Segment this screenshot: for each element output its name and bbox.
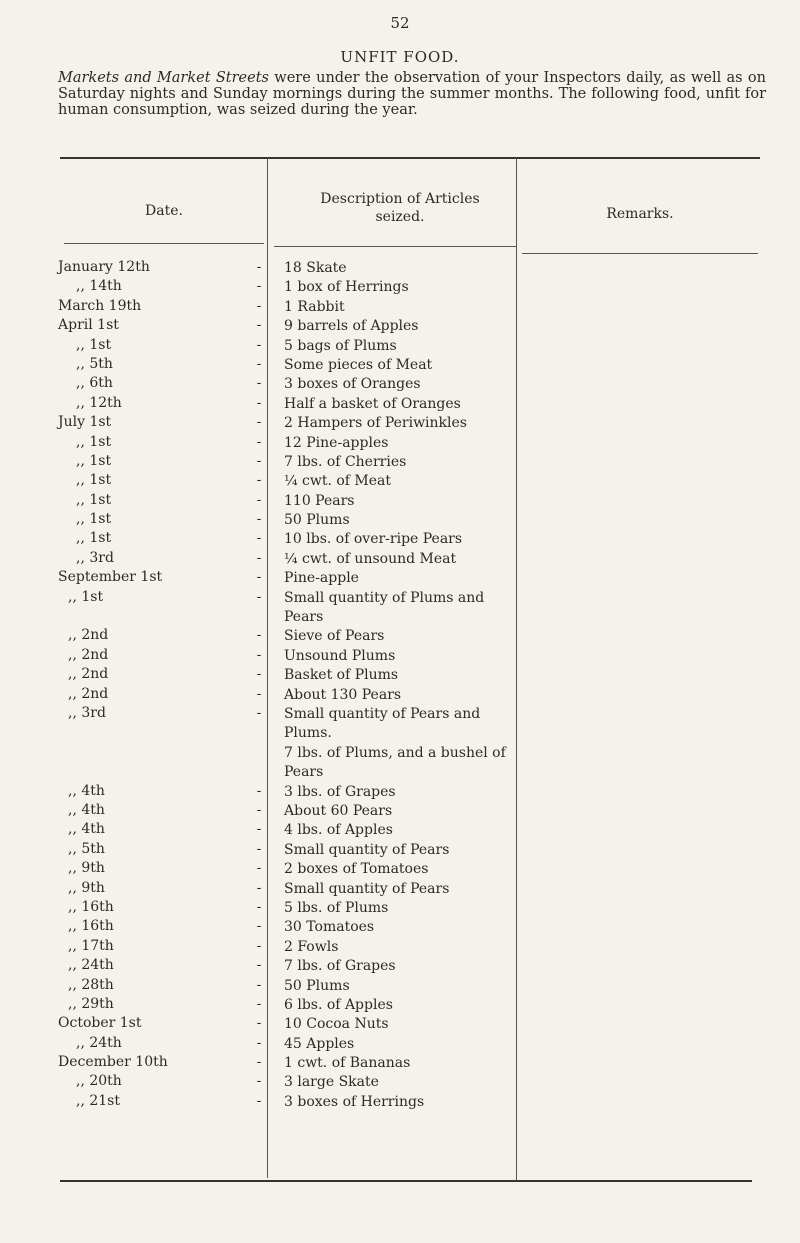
header-remarks: Remarks. bbox=[606, 206, 674, 222]
row-description: 110 Pears bbox=[284, 492, 355, 509]
table-row bbox=[58, 453, 528, 472]
row-description: 3 large Skate bbox=[284, 1074, 379, 1091]
table-row bbox=[58, 589, 528, 628]
table-row bbox=[58, 880, 528, 899]
row-date: ,, 21st bbox=[76, 1092, 120, 1109]
row-description: 2 Hampers of Periwinkles bbox=[284, 415, 467, 432]
table-row bbox=[58, 550, 528, 569]
table-row bbox=[58, 647, 528, 666]
leader-dash: - bbox=[256, 666, 262, 683]
table-row bbox=[58, 841, 528, 860]
row-date: ,, 2nd bbox=[68, 685, 109, 702]
table-row bbox=[58, 259, 528, 278]
leader-dash: - bbox=[256, 782, 262, 799]
row-description: 50 Plums bbox=[284, 977, 350, 994]
row-date: ,, 1st bbox=[76, 336, 112, 353]
row-description: Small quantity of Pears and Plums. bbox=[284, 706, 481, 741]
leader-dash: - bbox=[256, 976, 262, 993]
row-date: ,, 3rd bbox=[76, 549, 114, 566]
leader-dash: - bbox=[256, 1092, 262, 1109]
leader-dash: - bbox=[256, 685, 262, 702]
row-date: ,, 24th bbox=[76, 1034, 122, 1051]
table-row bbox=[58, 317, 528, 336]
header-description: Description of Articles seized. bbox=[320, 191, 480, 225]
row-date: ,, 1st bbox=[76, 472, 112, 489]
leader-dash: - bbox=[256, 278, 262, 295]
row-date: ,, 2nd bbox=[68, 646, 109, 663]
row-date: ,, 16th bbox=[68, 918, 114, 935]
leader-dash: - bbox=[256, 860, 262, 877]
row-description: Sieve of Pears bbox=[284, 628, 385, 645]
row-description: 12 Pine-apples bbox=[284, 434, 389, 451]
row-date: ,, 17th bbox=[68, 937, 114, 954]
leader-dash: - bbox=[256, 414, 262, 431]
leader-dash: - bbox=[256, 588, 262, 605]
leader-dash: - bbox=[256, 297, 262, 314]
row-date: ,, 29th bbox=[68, 995, 114, 1012]
row-date: ,, 1st bbox=[76, 491, 112, 508]
leader-dash: - bbox=[256, 1015, 262, 1032]
row-description: About 60 Pears bbox=[284, 802, 393, 819]
row-date: ,, 6th bbox=[76, 375, 113, 392]
leader-dash: - bbox=[256, 705, 262, 721]
leader-dash: - bbox=[256, 627, 262, 644]
row-date: ,, 3rd bbox=[68, 705, 106, 721]
table-row bbox=[58, 278, 528, 297]
page-title: UNFIT FOOD. bbox=[340, 48, 460, 66]
row-date: September 1st bbox=[58, 569, 163, 586]
leader-dash: - bbox=[256, 317, 262, 334]
row-description: 10 Cocoa Nuts bbox=[284, 1016, 389, 1033]
row-date: ,, 24th bbox=[68, 957, 114, 974]
row-description: About 130 Pears bbox=[284, 686, 402, 703]
table-row bbox=[58, 627, 528, 646]
table-row bbox=[58, 1015, 528, 1034]
row-date: ,, 4th bbox=[68, 782, 105, 799]
leader-dash: - bbox=[256, 355, 262, 372]
leader-dash: - bbox=[256, 259, 262, 275]
row-description: Half a basket of Oranges bbox=[284, 395, 461, 412]
row-date: ,, 12th bbox=[76, 394, 122, 411]
leader-dash: - bbox=[256, 472, 262, 489]
row-description: 45 Apples bbox=[284, 1035, 355, 1052]
row-description: 5 bags of Plums bbox=[284, 337, 397, 354]
row-date: ,, 20th bbox=[76, 1073, 122, 1090]
leader-dash: - bbox=[256, 336, 262, 353]
row-description: Some pieces of Meat bbox=[284, 356, 433, 373]
table-row bbox=[58, 1035, 528, 1054]
leader-dash: - bbox=[256, 918, 262, 935]
table-row bbox=[58, 1054, 528, 1073]
row-description: 7 lbs. of Cherries bbox=[284, 453, 407, 470]
row-date: July 1st bbox=[58, 414, 112, 431]
row-date: ,, 5th bbox=[76, 355, 113, 372]
row-description: ¼ cwt. of Meat bbox=[284, 473, 392, 490]
row-description: 10 lbs. of over-ripe Pears bbox=[284, 531, 463, 548]
table-row bbox=[58, 977, 528, 996]
row-date: ,, 14th bbox=[76, 278, 122, 295]
table-row bbox=[58, 666, 528, 685]
row-description: Pine-apple bbox=[284, 570, 359, 587]
row-date: ,, 9th bbox=[68, 879, 105, 896]
table-row bbox=[58, 434, 528, 453]
row-description: 1 cwt. of Bananas bbox=[284, 1055, 411, 1072]
table-row bbox=[58, 414, 528, 433]
leader-dash: - bbox=[256, 491, 262, 508]
leader-dash: - bbox=[256, 879, 262, 896]
row-description: 2 Fowls bbox=[284, 938, 339, 955]
table-row bbox=[58, 492, 528, 511]
table-row bbox=[58, 996, 528, 1015]
leader-dash: - bbox=[256, 452, 262, 469]
leader-dash: - bbox=[256, 375, 262, 392]
row-description: 4 lbs. of Apples bbox=[284, 822, 393, 839]
leader-dash: - bbox=[256, 1073, 262, 1090]
row-description: 1 Rabbit bbox=[284, 298, 345, 315]
row-date: ,, 1st bbox=[76, 452, 112, 469]
intro-text: were under the observation of your Inspectors daily, as well as on Saturday nights and Sunday mornings during the summer months. The following food, unfit for human consumption, was seized during the year. bbox=[58, 70, 766, 118]
row-description: 3 boxes of Herrings bbox=[284, 1093, 425, 1110]
row-date: ,, 1st bbox=[76, 511, 112, 528]
leader-dash: - bbox=[256, 957, 262, 974]
row-description: 1 box of Herrings bbox=[284, 279, 409, 296]
row-description: 3 lbs. of Grapes bbox=[284, 783, 396, 800]
leader-dash: - bbox=[256, 995, 262, 1012]
table-row bbox=[58, 375, 528, 394]
row-description: Small quantity of Pears bbox=[284, 880, 450, 897]
seizure-rows bbox=[58, 259, 528, 1112]
row-date: October 1st bbox=[58, 1015, 142, 1032]
row-date: ,, 5th bbox=[68, 840, 105, 857]
table-row bbox=[58, 705, 528, 744]
row-description: Small quantity of Plums and Pears bbox=[284, 589, 485, 625]
row-description: ¼ cwt. of unsound Meat bbox=[284, 550, 457, 567]
table-row bbox=[58, 899, 528, 918]
row-date: ,, 2nd bbox=[68, 666, 109, 683]
table-row bbox=[58, 569, 528, 588]
table-row bbox=[58, 957, 528, 976]
table-top-rule bbox=[60, 157, 760, 159]
row-date: ,, 9th bbox=[68, 860, 105, 877]
table-row bbox=[58, 783, 528, 802]
table-row bbox=[58, 918, 528, 937]
row-date: ,, 1st bbox=[76, 530, 112, 547]
row-date: ,, 1st bbox=[68, 588, 104, 605]
desc-header-underline bbox=[274, 246, 516, 247]
leader-dash: - bbox=[256, 937, 262, 954]
table-row bbox=[58, 686, 528, 705]
row-date: ,, 4th bbox=[68, 821, 105, 838]
row-date: January 12th bbox=[58, 259, 150, 275]
leader-dash: - bbox=[256, 569, 262, 586]
row-date: ,, 1st bbox=[76, 433, 112, 450]
table-row bbox=[58, 472, 528, 491]
table-row bbox=[58, 395, 528, 414]
row-description: 9 barrels of Apples bbox=[284, 318, 419, 335]
row-description: 50 Plums bbox=[284, 512, 350, 529]
table-row bbox=[58, 821, 528, 840]
row-description: 7 lbs. of Plums, and a bushel of Pears bbox=[284, 744, 506, 780]
date-header-underline bbox=[64, 243, 264, 244]
row-date: March 19th bbox=[58, 297, 142, 314]
leader-dash: - bbox=[256, 433, 262, 450]
row-description: 3 boxes of Oranges bbox=[284, 376, 421, 393]
leader-dash: - bbox=[256, 511, 262, 528]
table-row bbox=[58, 356, 528, 375]
table-row bbox=[58, 860, 528, 879]
leader-dash: - bbox=[256, 530, 262, 547]
row-date: April 1st bbox=[58, 317, 119, 334]
row-date: ,, 2nd bbox=[68, 627, 109, 644]
row-description: 18 Skate bbox=[284, 260, 347, 276]
row-description: 2 boxes of Tomatoes bbox=[284, 861, 429, 878]
row-description: 30 Tomatoes bbox=[284, 919, 375, 936]
table-row bbox=[58, 511, 528, 530]
leader-dash: - bbox=[256, 394, 262, 411]
row-description: 7 lbs. of Grapes bbox=[284, 958, 396, 975]
row-description: Basket of Plums bbox=[284, 667, 399, 684]
table-row bbox=[58, 1093, 528, 1112]
table-row bbox=[58, 1073, 528, 1092]
leader-dash: - bbox=[256, 1054, 262, 1071]
leader-dash: - bbox=[256, 801, 262, 818]
row-date: ,, 28th bbox=[68, 976, 114, 993]
page-number: 52 bbox=[390, 14, 410, 32]
leader-dash: - bbox=[256, 646, 262, 663]
row-description: 5 lbs. of Plums bbox=[284, 899, 389, 916]
remarks-header-underline bbox=[522, 253, 758, 254]
row-description: Unsound Plums bbox=[284, 647, 396, 664]
table-row bbox=[58, 744, 528, 783]
row-description: 6 lbs. of Apples bbox=[284, 996, 393, 1013]
leader-dash: - bbox=[256, 898, 262, 915]
table-row bbox=[58, 530, 528, 549]
table-row bbox=[58, 337, 528, 356]
row-date: ,, 16th bbox=[68, 898, 114, 915]
table-row bbox=[58, 938, 528, 957]
leader-dash: - bbox=[256, 840, 262, 857]
leader-dash: - bbox=[256, 1034, 262, 1051]
leader-dash: - bbox=[256, 549, 262, 566]
table-row bbox=[58, 298, 528, 317]
leader-dash: - bbox=[256, 821, 262, 838]
row-description: Small quantity of Pears bbox=[284, 841, 450, 858]
row-date: December 10th bbox=[58, 1054, 168, 1071]
intro-italic-lead: Markets and Market Streets bbox=[58, 70, 269, 86]
header-date: Date. bbox=[145, 203, 183, 219]
row-date: ,, 4th bbox=[68, 801, 105, 818]
table-bottom-rule bbox=[60, 1180, 752, 1182]
intro-paragraph bbox=[58, 70, 766, 118]
table-row bbox=[58, 802, 528, 821]
